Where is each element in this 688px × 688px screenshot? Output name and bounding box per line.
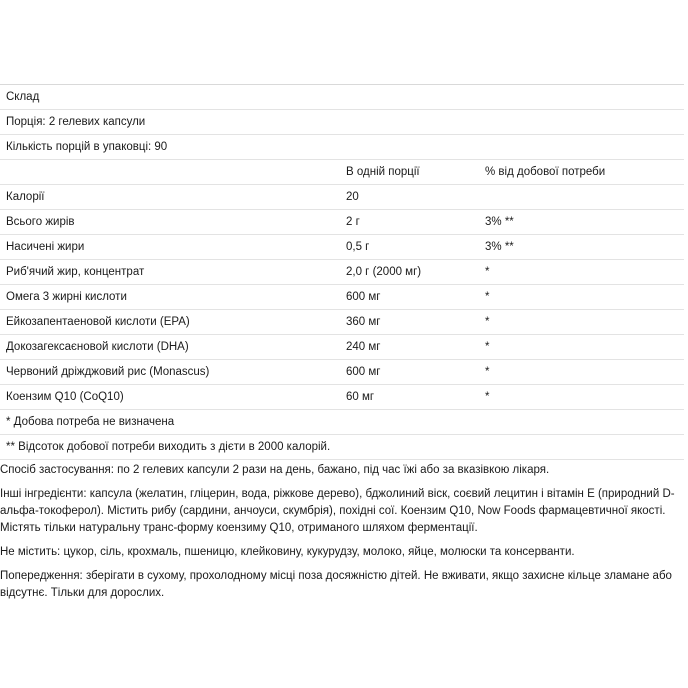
nutrient-daily-value: 3% ** <box>485 241 514 253</box>
usage-text: Спосіб застосування: по 2 гелевих капсули 2 рази на день, бажано, під час їжі або за вказівкою лікаря. <box>0 464 550 476</box>
nutrient-name: Риб'ячий жир, концентрат <box>6 266 145 278</box>
table-row <box>0 235 684 260</box>
nutrient-name: Коензим Q10 (CoQ10) <box>6 391 124 403</box>
nutrient-name: Насичені жири <box>6 241 85 253</box>
table-row <box>0 335 684 360</box>
nutrient-name: Омега 3 жирні кислоти <box>6 291 127 303</box>
table-row <box>0 210 684 235</box>
table-row <box>0 260 684 285</box>
header-per-serving: В одній порції <box>346 166 420 178</box>
footnote-daily-value-undefined: * Добова потреба не визначена <box>6 416 175 428</box>
nutrient-daily-value: * <box>485 366 490 378</box>
nutrient-amount: 360 мг <box>346 316 381 328</box>
nutrient-name: Ейкозапентаеновой кислоти (EPA) <box>6 316 190 328</box>
nutrient-name: Всього жирів <box>6 216 75 228</box>
servings-per-container-row <box>0 135 684 160</box>
table-row <box>0 385 684 410</box>
nutrient-daily-value: 3% ** <box>485 216 514 228</box>
nutrient-amount: 2,0 г (2000 мг) <box>346 266 422 278</box>
nutrient-daily-value: * <box>485 341 490 353</box>
nutrient-name: Калорії <box>6 191 45 203</box>
supplement-facts-table <box>0 84 684 460</box>
table-row <box>0 185 684 210</box>
serving-size-row <box>0 110 684 135</box>
nutrient-amount: 0,5 г <box>346 241 370 253</box>
table-row <box>0 310 684 335</box>
header-daily-value: % від добової потреби <box>485 166 606 178</box>
nutrient-daily-value: * <box>485 391 490 403</box>
nutrient-amount: 600 мг <box>346 366 381 378</box>
nutrient-daily-value: * <box>485 266 490 278</box>
serving-size: Порція: 2 гелевих капсули <box>6 116 146 128</box>
nutrient-daily-value: * <box>485 316 490 328</box>
nutrient-name: Докозагексаєновой кислоти (DHA) <box>6 341 189 353</box>
nutrient-amount: 20 <box>346 191 359 203</box>
table-row <box>0 285 684 310</box>
footnote-row <box>0 435 684 460</box>
nutrient-amount: 600 мг <box>346 291 381 303</box>
product-notes <box>0 462 684 609</box>
servings-per-container: Кількість порцій в упаковці: 90 <box>6 141 168 153</box>
nutrient-amount: 60 мг <box>346 391 375 403</box>
table-header-row <box>0 160 684 185</box>
nutrient-daily-value: * <box>485 291 490 303</box>
nutrient-name: Червоний дріжджовий рис (Monascus) <box>6 366 210 378</box>
nutrient-amount: 240 мг <box>346 341 381 353</box>
table-title-row <box>0 85 684 110</box>
footnote-percent-basis: ** Відсоток добової потреби виходить з дієти в 2000 калорій. <box>6 441 331 453</box>
footnote-row <box>0 410 684 435</box>
nutrient-amount: 2 г <box>346 216 360 228</box>
other-ingredients-text: Інші інгредієнти: капсула (желатин, гліцерин, вода, ріжкове дерево), бджолиний віск, соєвий лецитин і вітамін Е (природний D- альфа-токоферол). Містить рибу (сардини, анчоуси, скумбрія), похідні сої. Коензим Q10, Now Foods фармацевтичної якості. Містять тільки натуральну транс-форму коензиму Q10, отриманого шляхом ферментації. <box>0 488 675 534</box>
warning-text: Попередження: зберігати в сухому, прохолодному місці поза досяжністю дітей. Не вживати, якщо захисне кільце зламане або відсутнє. Тільки для дорослих. <box>0 570 672 599</box>
table-row <box>0 360 684 385</box>
free-of-text: Не містить: цукор, сіль, крохмаль, пшеницю, клейковину, кукурудзу, молоко, яйце, молюски та консерванти. <box>0 546 575 558</box>
table-title: Склад <box>6 91 40 103</box>
